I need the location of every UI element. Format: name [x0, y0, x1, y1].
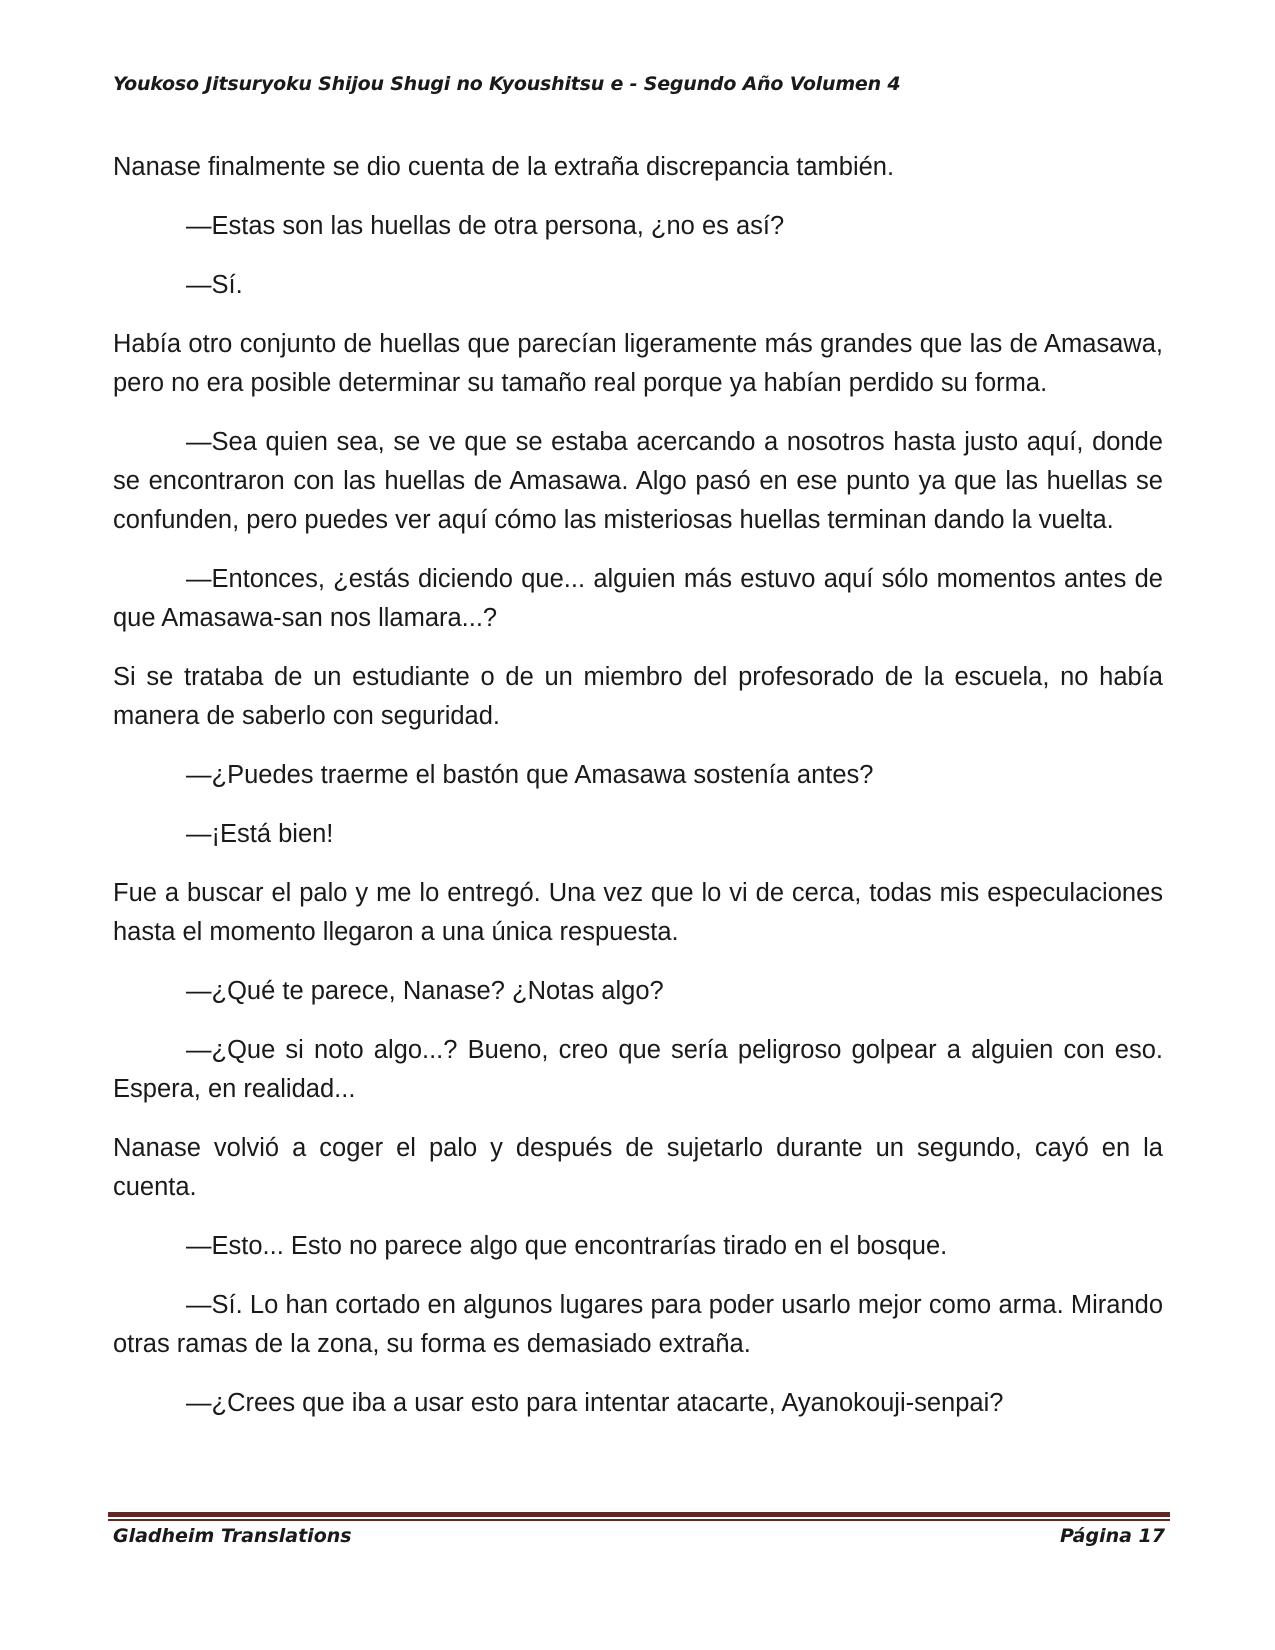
dialog-line: —¿Crees que iba a usar esto para intentar atacarte, Ayanokouji-senpai? [186, 1389, 1004, 1417]
dialog-line: —Sí. [186, 271, 243, 299]
footer-rule-thin [108, 1519, 1170, 1521]
dialog-line: —Sí. Lo han cortado en algunos lugares para poder usarlo mejor como arma. Mirando otras ramas de la zona, su forma es demasiado extraña. [113, 1291, 1163, 1358]
footer-page-number: Página 17 [1059, 1525, 1165, 1547]
footer-rule-thick [108, 1512, 1170, 1517]
dialog-line: —¿Qué te parece, Nanase? ¿Notas algo? [186, 977, 664, 1005]
body-text [113, 148, 1163, 1443]
dialog-line: —¿Puedes traerme el bastón que Amasawa sostenía antes? [186, 761, 874, 789]
paragraph: Fue a buscar el palo y me lo entregó. Una vez que lo vi de cerca, todas mis especulaciones hasta el momento llegaron a una única respuesta. [113, 879, 1163, 946]
paragraph: Había otro conjunto de huellas que parecían ligeramente más grandes que las de Amasawa, pero no era posible determinar su tamaño real porque ya habían perdido su forma. [113, 330, 1163, 397]
dialog-line: —Sea quien sea, se ve que se estaba acercando a nosotros hasta justo aquí, donde se encontraron con las huellas de Amasawa. Algo pasó en ese punto ya que las huellas se confunden, pero puedes ver aquí cómo las misteriosas huellas terminan dando la vuelta. [113, 428, 1163, 534]
dialog-line: —¡Está bien! [186, 820, 334, 848]
paragraph: Nanase finalmente se dio cuenta de la extraña discrepancia también. [113, 153, 895, 181]
dialog-line: —Esto... Esto no parece algo que encontrarías tirado en el bosque. [186, 1232, 948, 1260]
dialog-line: —Estas son las huellas de otra persona, ¿no es así? [186, 212, 785, 240]
running-header: Youkoso Jitsuryoku Shijou Shugi no Kyoushitsu e - Segundo Año Volumen 4 [113, 73, 901, 95]
paragraph: Si se trataba de un estudiante o de un miembro del profesorado de la escuela, no había manera de saberlo con seguridad. [113, 663, 1163, 730]
paragraph: Nanase volvió a coger el palo y después de sujetarlo durante un segundo, cayó en la cuenta. [113, 1134, 1163, 1201]
footer-translator: Gladheim Translations [113, 1525, 352, 1547]
dialog-line: —¿Que si noto algo...? Bueno, creo que sería peligroso golpear a alguien con eso. Espera, en realidad... [113, 1036, 1163, 1103]
dialog-line: —Entonces, ¿estás diciendo que... alguien más estuvo aquí sólo momentos antes de que Amasawa-san nos llamara...? [113, 565, 1163, 632]
